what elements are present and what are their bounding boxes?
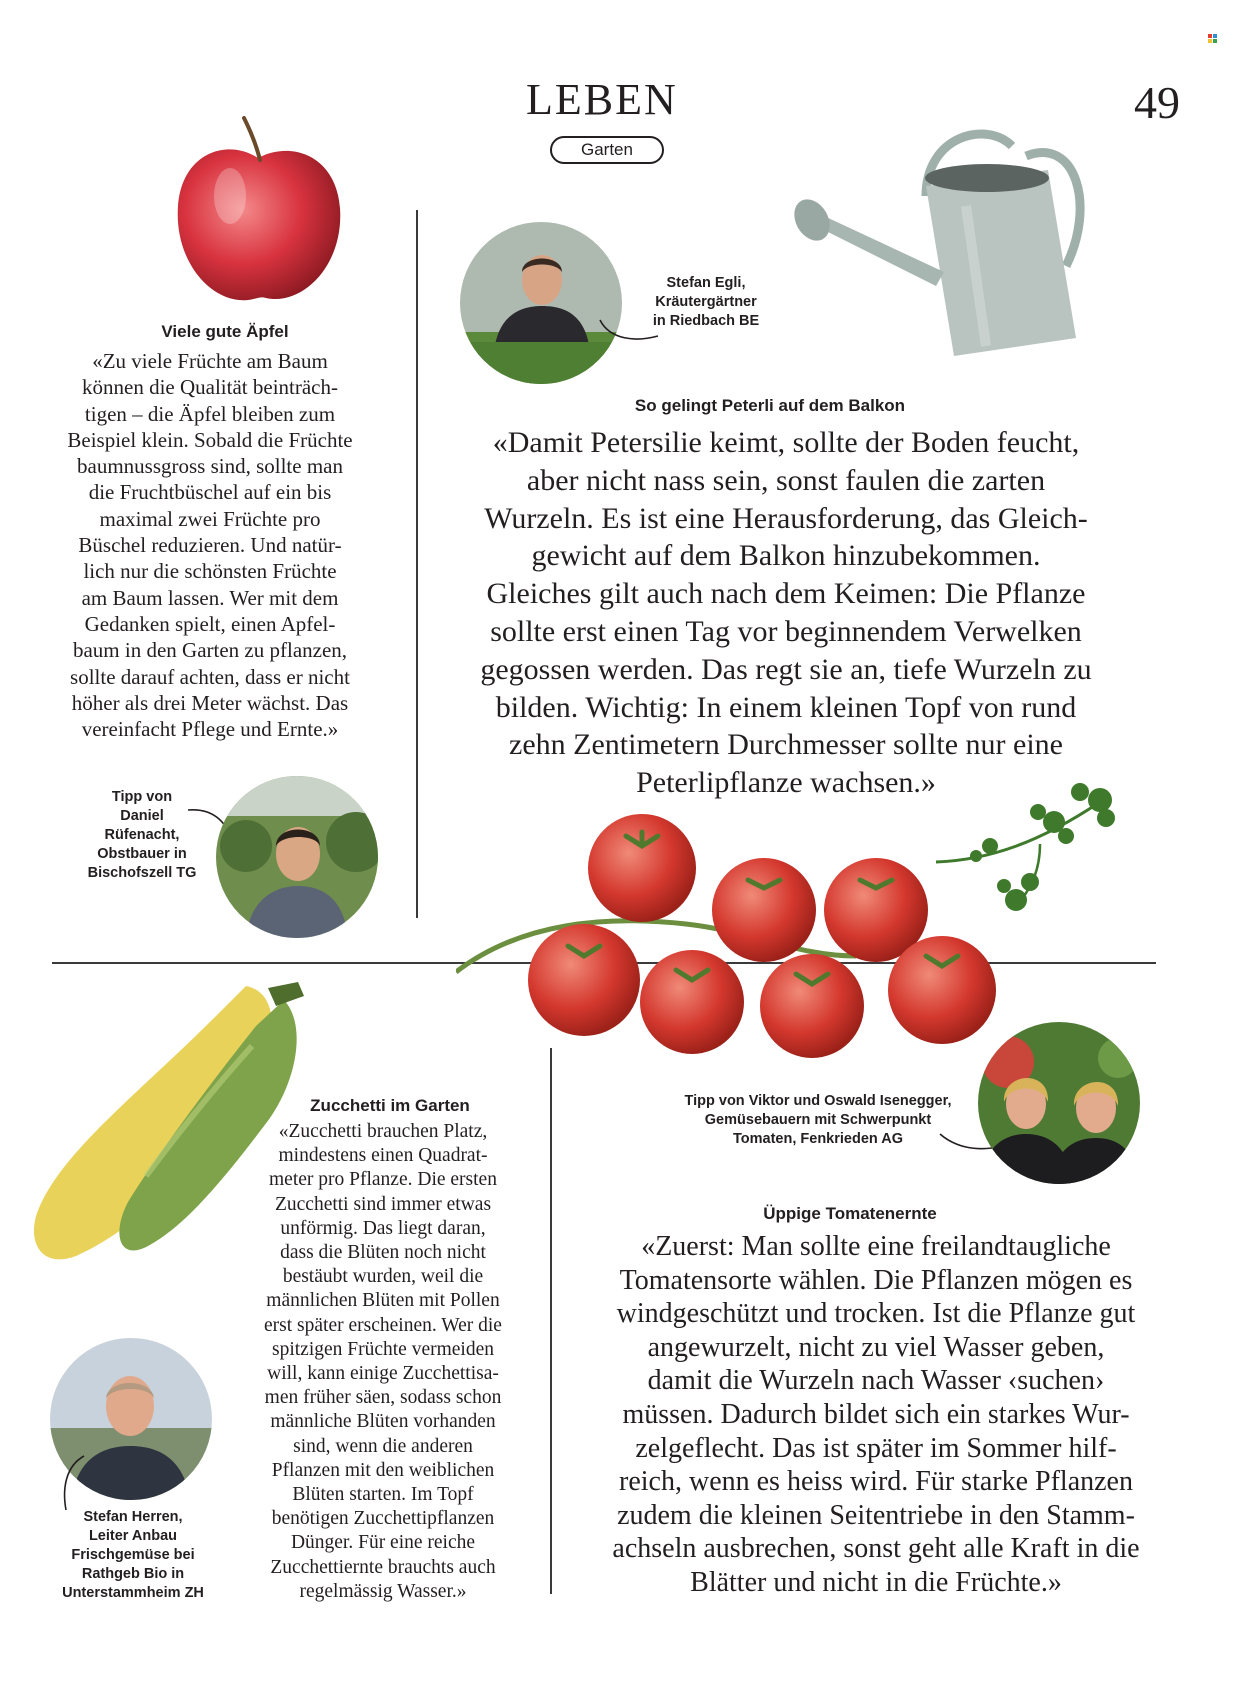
zucchetti-expert-caption: Stefan Herren, Leiter Anbau Frischgemüse bei Rathgeb Bio in Unterstammheim ZH — [62, 1509, 204, 1601]
peterli-line: Wurzeln. Es ist eine Herausforderung, das Gleich- — [484, 501, 1088, 535]
watering-can-illustration — [776, 116, 1106, 376]
tomatoes-body — [594, 1230, 1158, 1600]
zucchetti-line: dass die Blüten noch nicht — [280, 1242, 486, 1264]
apples-line: maximal zwei Früchte pro — [99, 506, 321, 531]
peterli-line: gewicht auf dem Balkon hinzubekommen. — [531, 539, 1041, 573]
zucchetti-line: erst später erscheinen. Wer die — [264, 1314, 502, 1336]
apples-line: tigen – die Äpfel bleiben zum — [84, 401, 336, 426]
zucchetti-line: mindestens einen Quadrat- — [278, 1145, 488, 1167]
portrait-daniel-ruefenacht — [216, 776, 378, 938]
peterli-line: gegossen werden. Das regt sie an, tiefe Wurzeln zu — [480, 652, 1092, 686]
peterli-line: zehn Zentimetern Durchmesser sollte nur eine — [509, 728, 1063, 762]
zucchetti-line: männliche Blüten vorhanden — [270, 1411, 496, 1433]
tomatoes-heading: Üppige Tomatenernte — [763, 1204, 937, 1223]
zucchetti-line: «Zucchetti brauchen Platz, — [278, 1121, 488, 1142]
corner-mark-icon — [1208, 34, 1218, 44]
zucchetti-line: männlichen Blüten mit Pollen — [266, 1290, 500, 1312]
section-tag: Garten — [550, 136, 664, 164]
apples-line: sollte darauf achten, dass er nicht — [70, 664, 350, 689]
tomatoes-line: zudem die kleinen Seitentriebe in den Stamm- — [617, 1499, 1135, 1531]
zucchetti-line: Blüten starten. Im Topf — [292, 1484, 474, 1506]
zucchetti-line: Zucchettiernte brauchts auch — [270, 1556, 496, 1578]
tomatoes-illustration — [456, 806, 1016, 1078]
zucchetti-line: sind, wenn die anderen — [293, 1435, 473, 1457]
tomatoes-line: reich, wenn es heiss wird. Für starke Pflanzen — [619, 1466, 1133, 1498]
apple-illustration — [168, 116, 348, 308]
zucchetti-line: men früher säen, sodass schon — [264, 1387, 502, 1409]
apples-heading: Viele gute Äpfel — [161, 322, 289, 341]
apples-line: baum in den Garten zu pflanzen, — [72, 638, 348, 663]
zucchetti-line: benötigen Zucchettipflanzen — [271, 1508, 495, 1530]
tomatoes-line: zelgeflecht. Das ist später im Sommer hilf- — [635, 1432, 1117, 1464]
peterli-heading: So gelingt Peterli auf dem Balkon — [634, 396, 906, 415]
peterli-line: Gleiches gilt auch nach dem Keimen: Die Pflanze — [486, 577, 1086, 611]
zucchetti-heading: Zucchetti im Garten — [310, 1096, 470, 1115]
zucchetti-line: will, kann einige Zucchettisa- — [267, 1363, 499, 1385]
peterli-body — [454, 424, 1118, 802]
zucchetti-line: unförmig. Das liegt daran, — [280, 1217, 486, 1239]
tomatoes-line: achseln ausbrechen, sonst geht alle Kraft in die — [612, 1533, 1140, 1565]
zucchetti-line: spitzigen Früchte vermeiden — [271, 1338, 494, 1360]
tomatoes-line: «Zuerst: Man sollte eine freilandtaugliche — [641, 1231, 1111, 1262]
tomatoes-line: Tomatensorte wählen. Die Pflanzen mögen es — [619, 1264, 1133, 1296]
peterli-expert-caption: Stefan Egli, Kräutergärtner in Riedbach BE — [652, 275, 760, 329]
tomatoes-line: damit die Wurzeln nach Wasser ‹suchen› — [647, 1365, 1105, 1397]
zucchetti-line: Pflanzen mit den weiblichen — [271, 1459, 495, 1481]
peterli-line: aber nicht nass sein, sonst faulen die zarten — [526, 463, 1046, 497]
callout-line — [58, 1452, 88, 1514]
apples-expert-caption: Tipp von Daniel Rüfenacht, Obstbauer in Bischofszell TG — [87, 789, 197, 881]
apples-line: Beispiel klein. Sobald die Früchte — [67, 427, 353, 452]
page-number: 49 — [1134, 77, 1180, 128]
apples-body — [40, 348, 380, 742]
zucchetti-line: bestäubt wurden, weil die — [282, 1266, 484, 1288]
column-divider-bottom — [550, 1048, 552, 1594]
peterli-line: «Damit Petersilie keimt, sollte der Boden feucht, — [492, 426, 1080, 459]
peterli-line: sollte erst einen Tag vor beginnendem Verwelken — [490, 614, 1082, 648]
zucchetti-line: meter pro Pflanze. Die ersten — [269, 1169, 497, 1191]
apples-line: Gedanken spielt, einen Apfel- — [84, 611, 336, 636]
apples-line: am Baum lassen. Wer mit dem — [81, 585, 339, 610]
zucchetti-line: Zucchetti sind immer etwas — [274, 1193, 492, 1215]
section-title: LEBEN — [526, 75, 678, 124]
apples-line: baumnussgross sind, sollte man — [77, 454, 343, 479]
apples-line: die Fruchtbüschel auf ein bis — [88, 480, 332, 505]
zucchetti-body — [232, 1120, 534, 1604]
apples-line: «Zu viele Früchte am Baum — [92, 349, 328, 373]
tomatoes-line: windgeschützt und trocken. Ist die Pflanze gut — [616, 1298, 1136, 1330]
zucchetti-line: regelmässig Wasser.» — [299, 1580, 467, 1602]
tomatoes-expert-caption: Tipp von Viktor und Oswald Isenegger, Gemüsebauern mit Schwerpunkt Tomaten, Fenkrieden AG — [684, 1093, 952, 1147]
peterli-line: Peterlipflanze wachsen.» — [636, 766, 936, 800]
apples-line: höher als drei Meter wächst. Das — [71, 690, 349, 715]
column-divider-top — [416, 210, 418, 918]
apples-line: vereinfacht Pflege und Ernte.» — [81, 717, 339, 742]
zucchetti-line: Dünger. Für eine reiche — [290, 1532, 476, 1554]
apples-line: lich nur die schönsten Früchte — [83, 559, 337, 584]
tomatoes-line: angewurzelt, nicht zu viel Wasser geben, — [647, 1331, 1105, 1363]
apples-line: können die Qualität beinträch- — [82, 375, 338, 400]
portrait-stefan-egli — [460, 222, 622, 384]
tomatoes-line: Blätter und nicht in die Früchte.» — [690, 1566, 1062, 1598]
apples-line: Büschel reduzieren. Und natür- — [78, 533, 342, 558]
tomatoes-line: müssen. Dadurch bildet sich ein starkes Wur- — [622, 1398, 1130, 1430]
peterli-line: bilden. Wichtig: In einem kleinen Topf von rund — [495, 690, 1077, 724]
portrait-isenegger-brothers — [978, 1022, 1140, 1184]
